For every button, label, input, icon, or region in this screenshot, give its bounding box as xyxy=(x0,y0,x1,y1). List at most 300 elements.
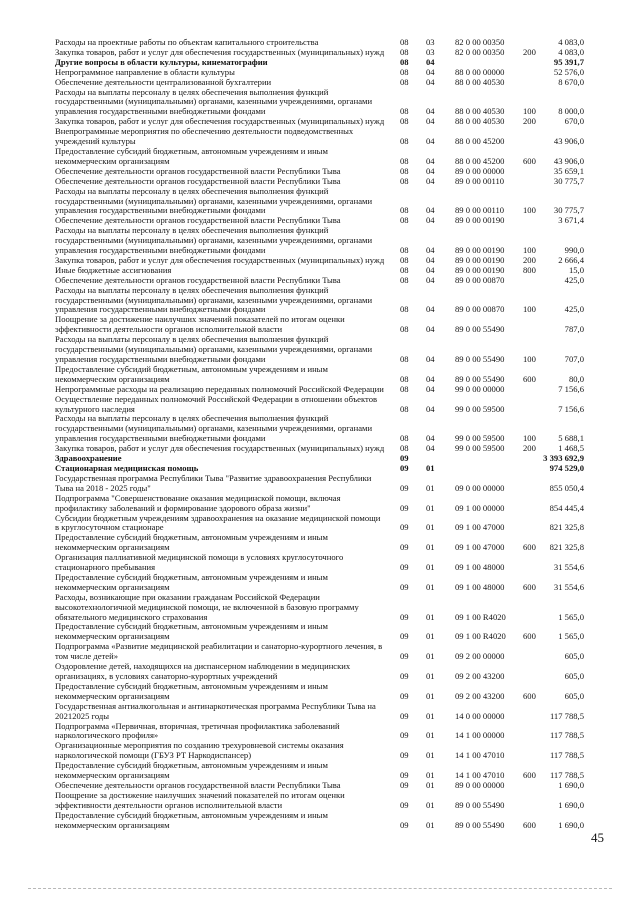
subsection-code: 01 xyxy=(426,690,435,701)
table-row xyxy=(55,335,584,365)
subsection-code: 01 xyxy=(426,770,435,781)
amount-value: 3 393 692,9 xyxy=(543,453,584,464)
expense-type-code xyxy=(523,58,539,68)
budget-item-name: Организационные мероприятия по созданию трехуровневой системы оказания наркологической помощи (ГБУЗ РТ Наркодиспансер) xyxy=(55,740,344,761)
budget-item-name: Предоставление субсидий бюджетным, автономным учреждениям и иным некоммерческим организациям xyxy=(55,532,328,553)
budget-item-name: Закупка товаров, работ и услуг для обеспечения государственных (муниципальных) нужд xyxy=(55,116,385,127)
budget-item-name: Расходы на выплаты персоналу в целях обеспечения выполнения функций государственными (муниципальными) органами, казенными учреждениями, органами управления государственными внебюджетными фондами xyxy=(55,284,373,315)
section-code: 09 xyxy=(400,631,409,642)
table-row xyxy=(55,226,584,256)
amount-value: 15,0 xyxy=(568,264,584,275)
expense-type-code xyxy=(523,494,539,514)
subsection-code: 04 xyxy=(426,264,435,275)
subsection-code: 04 xyxy=(426,165,435,176)
section-code: 09 xyxy=(400,799,409,810)
expense-type-code: 100 xyxy=(523,354,536,364)
budget-item-name: Расходы на выплаты персоналу в целях обеспечения выполнения функций государственными (муниципальными) органами, казенными учреждениями, органами управления государственными внебюджетными фондами xyxy=(55,185,373,216)
target-article-code xyxy=(455,454,523,464)
budget-item-name: Осуществление переданных полномочий Российской Федерации в отношении объектов культурного наследия xyxy=(55,393,378,414)
target-article-code: 09 0 00 00000 xyxy=(455,482,505,493)
target-article-code: 88 0 00 40530 xyxy=(455,116,505,127)
expense-type-code: 600 xyxy=(523,542,536,553)
section-code: 08 xyxy=(400,373,409,384)
amount-value: 117 788,5 xyxy=(549,710,584,721)
target-article-code: 89 0 00 00870 xyxy=(455,304,505,315)
section-code: 08 xyxy=(400,37,409,47)
subsection-code: 04 xyxy=(426,116,435,127)
amount-value: 990,0 xyxy=(564,245,584,256)
budget-item-name: Оздоровление детей, находящихся на диспансерном наблюдении в медицинских организациях, в условиях санаторно-курортных учреждений xyxy=(55,661,351,681)
expense-type-code xyxy=(523,395,539,415)
budget-table-body xyxy=(55,38,584,831)
subsection-code: 04 xyxy=(426,56,435,67)
table-row xyxy=(55,365,584,385)
expense-type-code xyxy=(523,177,539,187)
budget-item-name: Обеспечение деятельности органов государственной власти Республики Тыва xyxy=(55,779,341,790)
section-code: 09 xyxy=(400,750,409,761)
budget-item-name: Расходы на выплаты персоналу в целях обеспечения выполнения функций государственными (муниципальными) органами, казенными учреждениями, органами управления государственными внебюджетными фондами xyxy=(55,86,373,117)
section-code: 08 xyxy=(400,76,409,87)
budget-item-name: Непрограммное направление в области культуры xyxy=(55,66,235,77)
subsection-code: 01 xyxy=(426,710,435,721)
section-code: 08 xyxy=(400,383,409,394)
budget-item-name: Подпрограмма «Развитие медицинской реабилитации и санаторно-курортного лечения, в том числе детей» xyxy=(55,641,383,662)
amount-value: 31 554,6 xyxy=(553,581,584,592)
budget-item-name: Подпрограмма "Совершенствование оказания медицинской помощи, включая профилактику заболеваний и формирование здорового образа жизни" xyxy=(55,492,341,513)
amount-value: 1 565,0 xyxy=(558,631,584,642)
amount-value: 5 688,1 xyxy=(558,433,584,444)
amount-value: 670,0 xyxy=(564,116,584,127)
budget-item-name: Государственная антиалкогольная и антинаркотическая программа Республики Тыва на 20212025 годы xyxy=(55,700,376,721)
table-row xyxy=(55,722,584,742)
target-article-code: 09 1 00 R4020 xyxy=(455,611,506,622)
subsection-code: 04 xyxy=(426,76,435,87)
amount-value: 854 445,4 xyxy=(549,502,584,513)
subsection-code: 04 xyxy=(426,175,435,186)
target-article-code: 99 0 00 59500 xyxy=(455,403,505,414)
amount-value: 1 468,5 xyxy=(558,443,584,454)
amount-value: 605,0 xyxy=(564,671,584,681)
section-code: 08 xyxy=(400,433,409,444)
subsection-code: 04 xyxy=(426,304,435,315)
subsection-code: 03 xyxy=(426,46,435,57)
target-article-code: 89 0 00 00000 xyxy=(455,779,505,790)
section-code: 08 xyxy=(400,205,409,216)
expense-type-code: 100 xyxy=(523,106,536,117)
expense-type-code xyxy=(523,702,539,722)
section-code: 09 xyxy=(400,482,409,493)
table-row xyxy=(55,573,584,593)
scan-edge-line xyxy=(28,888,612,889)
amount-value: 8 670,0 xyxy=(558,76,584,87)
target-article-code: 09 2 00 43200 xyxy=(455,690,505,701)
amount-value: 707,0 xyxy=(564,354,584,364)
expense-type-code xyxy=(523,127,539,147)
section-code: 08 xyxy=(400,175,409,186)
expense-type-code: 600 xyxy=(523,690,536,701)
expense-type-code xyxy=(523,593,539,623)
subsection-code: 01 xyxy=(426,611,435,622)
target-article-code: 88 0 00 00000 xyxy=(455,66,505,77)
section-code: 09 xyxy=(400,779,409,790)
amount-value: 7 156,6 xyxy=(558,403,584,414)
target-article-code: 89 0 00 55490 xyxy=(455,819,505,830)
budget-item-name: Обеспечение деятельности органов государственной власти Республики Тыва xyxy=(55,215,341,226)
subsection-code: 04 xyxy=(426,66,435,77)
budget-item-name: Расходы на выплаты персоналу в целях обеспечения выполнения функций государственными (муниципальными) органами, казенными учреждениями, органами управления государственными внебюджетными фондами xyxy=(55,225,373,256)
expense-type-code xyxy=(523,68,539,78)
subsection-code: 01 xyxy=(426,819,435,830)
budget-item-name: Закупка товаров, работ и услуг для обеспечения государственных (муниципальных) нужд xyxy=(55,443,385,454)
section-code: 09 xyxy=(400,819,409,830)
amount-value: 30 775,7 xyxy=(553,205,584,216)
target-article-code: 14 1 00 47010 xyxy=(455,750,505,761)
section-code: 08 xyxy=(400,354,409,364)
subsection-code: 04 xyxy=(426,245,435,256)
table-row xyxy=(55,315,584,335)
subsection-code: 01 xyxy=(426,502,435,513)
amount-value: 1 690,0 xyxy=(558,799,584,810)
section-code: 08 xyxy=(400,136,409,147)
target-article-code: 89 0 00 55490 xyxy=(455,354,505,364)
amount-value: 855 050,4 xyxy=(549,482,584,493)
amount-value: 1 565,0 xyxy=(558,611,584,622)
section-code: 09 xyxy=(400,522,409,533)
expense-type-code xyxy=(523,276,539,286)
section-code: 09 xyxy=(400,542,409,553)
table-row xyxy=(55,682,584,702)
amount-value: 43 906,0 xyxy=(553,155,584,166)
target-article-code: 89 0 00 55490 xyxy=(455,373,505,384)
section-code: 08 xyxy=(400,254,409,265)
subsection-code: 01 xyxy=(426,799,435,810)
expense-type-code xyxy=(523,642,539,662)
section-code: 08 xyxy=(400,46,409,57)
amount-value: 425,0 xyxy=(564,304,584,315)
amount-value: 30 775,7 xyxy=(553,175,584,186)
table-row xyxy=(55,533,584,553)
amount-value: 7 156,6 xyxy=(558,383,584,394)
budget-item-name: Субсидии бюджетным учреждениям здравоохранения на оказание медицинской помощи в круглосуточном стационаре xyxy=(55,512,381,533)
target-article-code: 09 1 00 48000 xyxy=(455,581,505,592)
subsection-code: 04 xyxy=(426,205,435,216)
amount-value: 4 083,0 xyxy=(558,37,584,47)
budget-item-name: Предоставление субсидий бюджетным, автономным учреждениям и иным некоммерческим организациям xyxy=(55,760,328,781)
target-article-code: 09 1 00 R4020 xyxy=(455,631,506,642)
target-article-code: 99 0 00 00000 xyxy=(455,383,505,394)
target-article-code: 14 1 00 47010 xyxy=(455,770,505,781)
target-article-code: 89 0 00 55490 xyxy=(455,324,505,335)
target-article-code: 89 0 00 55490 xyxy=(455,799,505,810)
table-row xyxy=(55,474,584,494)
expense-type-code xyxy=(523,216,539,226)
target-article-code: 09 1 00 47000 xyxy=(455,522,505,533)
subsection-code: 04 xyxy=(426,155,435,166)
amount-value: 1 690,0 xyxy=(558,819,584,830)
table-row xyxy=(55,147,584,167)
target-article-code: 89 0 00 00000 xyxy=(455,165,505,176)
expense-type-code xyxy=(523,514,539,534)
expense-type-code xyxy=(523,741,539,761)
section-code: 09 xyxy=(400,710,409,721)
section-code: 08 xyxy=(400,155,409,166)
section-code: 08 xyxy=(400,215,409,226)
amount-value: 117 788,5 xyxy=(549,750,584,761)
table-row xyxy=(55,127,584,147)
budget-item-name: Обеспечение деятельности органов государственной власти Республики Тыва xyxy=(55,165,341,176)
budget-item-name: Предоставление субсидий бюджетным, автономным учреждениям и иным некоммерческим организациям xyxy=(55,363,328,384)
expense-type-code: 600 xyxy=(523,631,536,642)
section-code: 08 xyxy=(400,443,409,454)
section-code: 09 xyxy=(400,671,409,681)
subsection-code: 04 xyxy=(426,433,435,444)
budget-table xyxy=(55,38,584,831)
section-code: 09 xyxy=(400,770,409,781)
section-code: 09 xyxy=(400,562,409,573)
table-row xyxy=(55,761,584,781)
subsection-code: 04 xyxy=(426,443,435,454)
expense-type-code: 100 xyxy=(523,433,536,444)
target-article-code: 89 0 00 00110 xyxy=(455,205,505,216)
budget-item-name: Поощрение за достижение наилучших значений показателей по итогам оценки эффективности деятельности органов исполнительной власти xyxy=(55,789,345,810)
section-code: 09 xyxy=(400,581,409,592)
budget-item-name: Организация паллиативной медицинской помощи в условиях круглосуточного стационарного пребывания xyxy=(55,552,344,573)
table-row xyxy=(55,187,584,217)
amount-value: 787,0 xyxy=(564,324,584,335)
section-code: 08 xyxy=(400,245,409,256)
target-article-code: 88 0 00 45200 xyxy=(455,136,505,147)
budget-item-name: Обеспечение деятельности централизованной бухгалтерии xyxy=(55,76,272,87)
expense-type-code: 600 xyxy=(523,770,536,781)
section-code: 09 xyxy=(400,651,409,662)
budget-item-name: Подпрограмма «Первичная, вторичная, третичная профилактика заболеваний наркологического профиля» xyxy=(55,720,340,741)
subsection-code: 04 xyxy=(426,254,435,265)
subsection-code: 01 xyxy=(426,730,435,741)
budget-item-name: Здравоохранение xyxy=(55,453,122,464)
subsection-code: 01 xyxy=(426,542,435,553)
budget-item-name: Предоставление субсидий бюджетным, автономным учреждениям и иным некоммерческим организациям xyxy=(55,809,328,830)
section-code: 08 xyxy=(400,274,409,285)
table-row xyxy=(55,286,584,316)
amount-value: 117 788,5 xyxy=(549,730,584,741)
subsection-code: 04 xyxy=(426,354,435,364)
section-code: 08 xyxy=(400,403,409,414)
target-article-code: 09 2 00 00000 xyxy=(455,651,505,662)
table-row xyxy=(55,414,584,444)
amount-value: 8 000,0 xyxy=(558,106,584,117)
expense-type-code xyxy=(523,722,539,742)
expense-type-code xyxy=(523,662,539,682)
budget-item-name: Предоставление субсидий бюджетным, автономным учреждениям и иным некоммерческим организациям xyxy=(55,571,328,592)
section-code: 09 xyxy=(400,462,409,473)
budget-item-name: Иные бюджетные ассигнования xyxy=(55,264,172,275)
section-code: 08 xyxy=(400,66,409,77)
expense-type-code xyxy=(523,464,539,474)
expense-type-code: 200 xyxy=(523,116,536,127)
amount-value: 31 554,6 xyxy=(553,562,584,573)
table-row xyxy=(55,702,584,722)
budget-item-name: Государственная программа Республики Тыва "Развитие здравоохранения Республики Тыва на 2018 - 2025 годы" xyxy=(55,472,372,493)
section-code: 08 xyxy=(400,56,409,67)
budget-item-name: Закупка товаров, работ и услуг для обеспечения государственных (муниципальных) нужд xyxy=(55,46,385,57)
table-row xyxy=(55,593,584,623)
subsection-code: 01 xyxy=(426,462,435,473)
table-row xyxy=(55,622,584,642)
amount-value: 80,0 xyxy=(568,373,584,384)
table-row xyxy=(55,395,584,415)
budget-item-name: Обеспечение деятельности органов государственной власти Республики Тыва xyxy=(55,274,341,285)
budget-item-name: Предоставление субсидий бюджетным, автономным учреждениям и иным некоммерческим организациям xyxy=(55,621,328,642)
expense-type-code: 100 xyxy=(523,304,536,315)
budget-item-name: Предоставление субсидий бюджетным, автономным учреждениям и иным некоммерческим организациям xyxy=(55,680,328,701)
expense-type-code xyxy=(523,781,539,791)
subsection-code: 04 xyxy=(426,373,435,384)
target-article-code: 82 0 00 00350 xyxy=(455,46,505,57)
target-article-code: 89 0 00 00190 xyxy=(455,264,505,275)
target-article-code: 09 2 00 43200 xyxy=(455,671,505,681)
table-row xyxy=(55,791,584,811)
target-article-code: 09 1 00 00000 xyxy=(455,502,505,513)
amount-value: 52 576,0 xyxy=(553,66,584,77)
table-row xyxy=(55,553,584,573)
expense-type-code xyxy=(523,553,539,573)
amount-value: 117 788,5 xyxy=(549,770,584,781)
expense-type-code: 600 xyxy=(523,819,536,830)
target-article-code xyxy=(455,464,523,474)
subsection-code: 04 xyxy=(426,215,435,226)
subsection-code: 01 xyxy=(426,581,435,592)
amount-value: 974 529,0 xyxy=(549,462,584,473)
amount-value: 2 666,4 xyxy=(558,254,584,265)
target-article-code: 89 0 00 00870 xyxy=(455,274,505,285)
subsection-code: 04 xyxy=(426,136,435,147)
budget-item-name: Расходы на выплаты персоналу в целях обеспечения выполнения функций государственными (муниципальными) органами, казенными учреждениями, органами управления государственными внебюджетными фондами xyxy=(55,334,373,364)
budget-item-name: Расходы на выплаты персоналу в целях обеспечения выполнения функций государственными (муниципальными) органами, казенными учреждениями, органами управления государственными внебюджетными фондами xyxy=(55,413,373,444)
expense-type-code: 600 xyxy=(523,581,536,592)
section-code: 08 xyxy=(400,264,409,275)
expense-type-code xyxy=(523,474,539,494)
amount-value: 821 325,8 xyxy=(549,542,584,553)
table-row xyxy=(55,662,584,682)
section-code: 08 xyxy=(400,116,409,127)
section-code: 08 xyxy=(400,106,409,117)
target-article-code: 09 1 00 48000 xyxy=(455,562,505,573)
section-code: 08 xyxy=(400,324,409,335)
budget-item-name: Непрограммные расходы на реализацию переданных полномочий Российской Федерации xyxy=(55,383,384,394)
subsection-code: 01 xyxy=(426,482,435,493)
target-article-code: 88 0 00 40530 xyxy=(455,106,505,117)
subsection-code: 01 xyxy=(426,522,435,533)
table-row xyxy=(55,494,584,514)
expense-type-code: 600 xyxy=(523,155,536,166)
subsection-code: 04 xyxy=(426,403,435,414)
target-article-code: 82 0 00 00350 xyxy=(455,37,505,47)
table-row xyxy=(55,514,584,534)
target-article-code: 14 0 00 00000 xyxy=(455,710,505,721)
subsection-code: 04 xyxy=(426,324,435,335)
table-row xyxy=(55,642,584,662)
subsection-code: 01 xyxy=(426,671,435,681)
section-code: 09 xyxy=(400,453,409,464)
subsection-code: 01 xyxy=(426,779,435,790)
amount-value: 35 659,1 xyxy=(553,165,584,176)
amount-value: 3 671,4 xyxy=(558,215,584,226)
amount-value: 821 325,8 xyxy=(549,522,584,533)
amount-value: 605,0 xyxy=(564,651,584,662)
expense-type-code xyxy=(523,791,539,811)
expense-type-code: 800 xyxy=(523,264,536,275)
section-code: 08 xyxy=(400,165,409,176)
budget-item-name: Обеспечение деятельности органов государственной власти Республики Тыва xyxy=(55,175,341,186)
budget-item-name: Внепрограммные мероприятия по обеспечению деятельности подведомственных учреждений культуры xyxy=(55,126,354,147)
target-article-code: 88 0 00 40530 xyxy=(455,76,505,87)
subsection-code: 01 xyxy=(426,651,435,662)
subsection-code: 04 xyxy=(426,274,435,285)
expense-type-code xyxy=(523,315,539,335)
expense-type-code xyxy=(523,454,539,464)
target-article-code: 89 0 00 00190 xyxy=(455,215,505,226)
budget-item-name: Расходы, возникающие при оказании гражданам Российской Федерации высокотехнологичной медицинской помощи, не включенной в базовую программу обязательного медицинского страхования xyxy=(55,591,359,622)
subsection-code: 03 xyxy=(426,37,435,47)
target-article-code: 89 0 00 00190 xyxy=(455,245,505,256)
expense-type-code: 600 xyxy=(523,373,536,384)
amount-value: 95 391,7 xyxy=(553,56,584,67)
subsection-code: 01 xyxy=(426,562,435,573)
expense-type-code: 100 xyxy=(523,245,536,256)
table-row xyxy=(55,811,584,831)
section-code: 09 xyxy=(400,611,409,622)
subsection-code: 01 xyxy=(426,750,435,761)
expense-type-code xyxy=(523,78,539,88)
budget-item-name: Другие вопросы в области культуры, кинематографии xyxy=(55,56,268,67)
section-code: 08 xyxy=(400,304,409,315)
target-article-code: 88 0 00 45200 xyxy=(455,155,505,166)
expense-type-code: 200 xyxy=(523,443,536,454)
section-code: 09 xyxy=(400,690,409,701)
subsection-code: 04 xyxy=(426,106,435,117)
section-code: 09 xyxy=(400,730,409,741)
expense-type-code xyxy=(523,385,539,395)
subsection-code: 04 xyxy=(426,383,435,394)
amount-value: 1 690,0 xyxy=(558,779,584,790)
section-code: 09 xyxy=(400,502,409,513)
budget-item-name: Поощрение за достижение наилучших значений показателей по итогам оценки эффективности деятельности органов исполнительной власти xyxy=(55,314,345,335)
budget-item-name: Предоставление субсидий бюджетным, автономным учреждениям и иным некоммерческим организациям xyxy=(55,145,328,166)
expense-type-code: 100 xyxy=(523,205,536,216)
budget-item-name: Закупка товаров, работ и услуг для обеспечения государственных (муниципальных) нужд xyxy=(55,254,385,265)
amount-value: 43 906,0 xyxy=(553,136,584,147)
target-article-code: 99 0 00 59500 xyxy=(455,443,505,454)
amount-value: 605,0 xyxy=(564,690,584,701)
page-number: 45 xyxy=(591,830,604,845)
target-article-code: 99 0 00 59500 xyxy=(455,433,505,444)
expense-type-code: 200 xyxy=(523,46,536,57)
target-article-code: 89 0 00 00110 xyxy=(455,175,505,186)
table-row xyxy=(55,88,584,118)
budget-item-name: Стационарная медицинская помощь xyxy=(55,462,199,473)
amount-value: 425,0 xyxy=(564,274,584,285)
expense-type-code: 200 xyxy=(523,254,536,265)
expense-type-code xyxy=(523,167,539,177)
target-article-code: 14 1 00 00000 xyxy=(455,730,505,741)
table-row xyxy=(55,444,584,454)
budget-item-name: Расходы на проектные работы по объектам капитального строительства xyxy=(55,37,319,47)
amount-value: 4 083,0 xyxy=(558,46,584,57)
table-row xyxy=(55,741,584,761)
target-article-code: 89 0 00 00190 xyxy=(455,254,505,265)
target-article-code: 09 1 00 47000 xyxy=(455,542,505,553)
subsection-code: 01 xyxy=(426,631,435,642)
